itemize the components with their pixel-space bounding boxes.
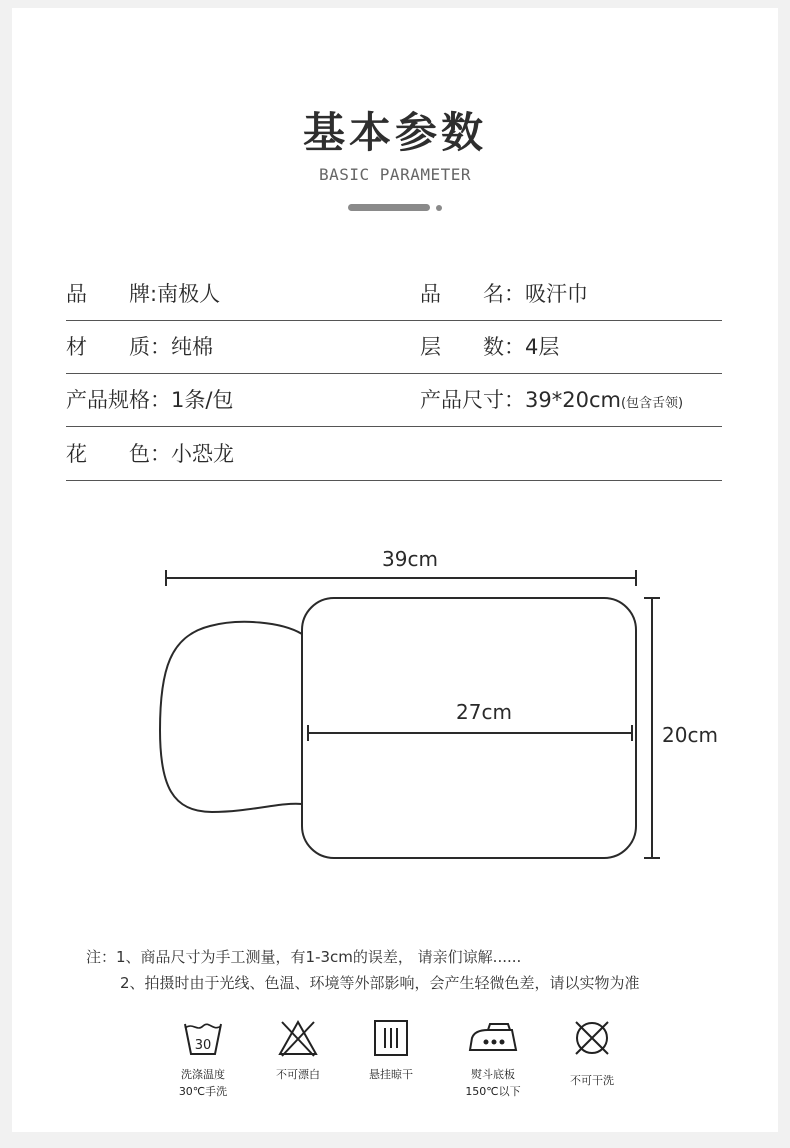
layers-field [420, 321, 559, 373]
material-field [66, 321, 213, 373]
care-iron [443, 1018, 543, 1100]
material-value: 纯棉 [171, 335, 213, 359]
param-row-3 [66, 374, 722, 427]
title-decoration-dot [436, 205, 442, 211]
material-label: 材 质： [66, 335, 171, 359]
total-width-label: 39cm [382, 547, 438, 571]
height-label: 20cm [662, 723, 718, 747]
color-field [66, 428, 234, 480]
inner-width-label: 27cm [456, 700, 512, 724]
towel-body-outline [302, 598, 636, 858]
param-row-4 [66, 428, 722, 481]
size-value: 39*20cm [525, 388, 621, 412]
spec-field [66, 374, 233, 426]
layers-value: 4层 [525, 335, 560, 359]
note-line-1: 注：1、商品尺寸为手工测量，有1-3cm的误差， 请亲们谅解...... [86, 948, 522, 966]
hang-dry-caption: 悬挂晾干 [369, 1068, 413, 1081]
wash-tub-icon [181, 1018, 225, 1058]
brand-label: 品 牌: [66, 282, 158, 306]
spec-value: 1条/包 [171, 388, 234, 412]
care-wash [153, 1018, 253, 1100]
size-note: (包含舌领) [620, 396, 684, 411]
color-value: 小恐龙 [171, 442, 234, 466]
towel-tongue-outline [160, 622, 302, 812]
name-field [420, 268, 588, 320]
no-dry-clean-caption: 不可干洗 [570, 1074, 614, 1087]
wash-caption-1: 洗涤温度 [181, 1068, 225, 1081]
page-subtitle: BASIC PARAMETER [319, 165, 471, 184]
spec-label: 产品规格： [66, 388, 171, 412]
iron-icon [466, 1018, 520, 1058]
iron-caption-1: 熨斗底板 [471, 1068, 515, 1081]
disclaimer-notes [86, 944, 640, 996]
no-bleach-icon [276, 1018, 320, 1058]
wash-caption-2: 30℃手洗 [178, 1085, 228, 1098]
no-dry-clean-icon [570, 1018, 614, 1058]
title-decoration-bar [348, 204, 430, 211]
note-line-2: 2、拍摄时由于光线、色温、环境等外部影响，会产生轻微色差，请以实物为准 [120, 974, 640, 992]
param-row-2 [66, 321, 722, 374]
size-field [420, 374, 683, 426]
name-label: 品 名： [420, 282, 525, 306]
height-dimension [644, 598, 660, 858]
care-no-bleach [248, 1018, 348, 1083]
iron-caption-2: 150℃以下 [465, 1085, 521, 1098]
name-value: 吸汗巾 [525, 282, 588, 306]
care-no-dry-clean [542, 1018, 642, 1089]
param-row-1 [66, 268, 722, 321]
color-label: 花 色： [66, 442, 171, 466]
care-hang-dry [341, 1018, 441, 1083]
wash-temp-number: 30 [194, 1038, 212, 1053]
size-diagram [0, 530, 790, 870]
brand-value: 南极人 [157, 282, 221, 306]
layers-label: 层 数： [420, 335, 525, 359]
hang-dry-icon [369, 1018, 413, 1058]
size-label: 产品尺寸： [420, 388, 525, 412]
total-width-dimension [166, 570, 636, 586]
page-title: 基本参数 [302, 108, 487, 157]
brand-field [66, 268, 220, 320]
no-bleach-caption: 不可漂白 [276, 1068, 320, 1081]
